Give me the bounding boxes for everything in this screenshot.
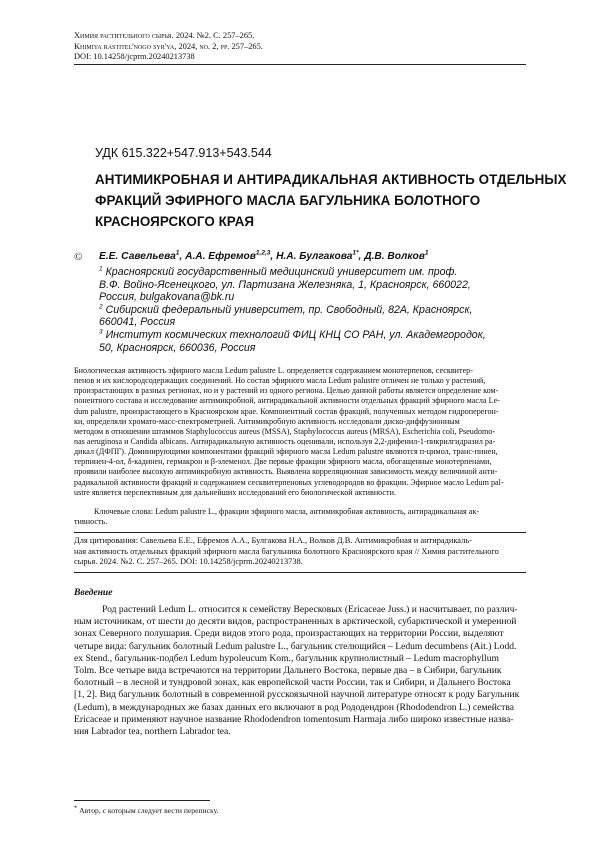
affiliation-text: 660041, Россия — [99, 316, 176, 329]
author-affiliation-mark: 1 — [175, 249, 180, 257]
author-affiliation-mark: 1,2,3 — [255, 249, 271, 257]
abstract-line: ustre является перспективным для дальнейших исследований его биологической активности. — [74, 487, 396, 497]
abstract-line: проявили наиболее высокую антимикробную активность. Выявлена корреляционная зависимость между величиной анти- — [74, 467, 498, 477]
citation-line: сырья. 2024. №2. С. 257–265. DOI: 10.14258/jcprm.20240213738. — [74, 557, 303, 567]
affiliation-text: Институт космических технологий ФИЦ КНЦ СО РАН, ул. Академгородок, — [102, 328, 486, 341]
body-line: ния Labrador tea, northern Labrador tea. — [74, 725, 231, 737]
keywords-line: тивность. — [74, 517, 108, 527]
journal-citation-en: Khimiya rastitel'nogo syr'ya, 2024, no. 2, pp. 257–265. — [74, 41, 263, 51]
abstract-line: ки, определяли хромато-масс-спектрометрией. Антимикробную активность исследовали диско-диффузионным — [74, 416, 460, 426]
affiliation-text: Сибирский федеральный университет, пр. Свободный, 82А, Красноярск, — [102, 303, 473, 316]
affiliation-text: Красноярский государственный медицинский университет им. проф. — [102, 266, 458, 278]
header-rule — [74, 64, 526, 65]
abstract-line: Биологическая активность эфирного масла Ledum palustre L. определяется содержанием монотерпенов, сесквитер- — [74, 366, 473, 375]
affiliation-text: В.Ф. Войно-Ясенецкого, ул. Партизана Железняка, 1, Красноярск, 660022, — [99, 278, 471, 291]
affiliation-mark: 2 — [99, 303, 103, 311]
body-line: Tolm. Все четыре вида встречаются на территории Дальнего Востока, первые два – в Сибири, багульник — [74, 664, 502, 676]
abstract-line: пенов и их кислородсодержащих соединений. Но состав эфирного масла Ledum palustre отличен не только у растений, — [74, 376, 486, 386]
citation-block — [74, 536, 530, 568]
citation-bottom-rule — [74, 572, 526, 573]
copyright-symbol: © — [74, 251, 83, 263]
affiliation-line — [99, 304, 529, 317]
citation-line: ная активность отдельных фракций эфирного масла багульника болотного Красноярского края // Химия растительного — [74, 546, 499, 556]
body-line: Ericaceae и применяют научное название Rhododendron tomentosum Harmaja либо широко известные назва- — [74, 713, 514, 725]
body-text — [74, 604, 530, 738]
footnote-rule — [74, 800, 210, 801]
abstract-line: понентного состава и исследование антимикробной, антирадикальной активности отдельных фракций эфирного масла Le- — [74, 396, 500, 406]
author-name: Н.А. Булгакова — [276, 251, 353, 262]
journal-header — [74, 31, 544, 63]
body-line: [1, 2]. Вид багульник болотный в современной русскоязычной научной литературе относят к роду Багульник — [74, 689, 520, 701]
footnote-mark: * — [74, 804, 78, 812]
citation-top-rule — [74, 532, 526, 533]
abstract — [74, 366, 530, 498]
affiliation-line — [99, 279, 529, 292]
footnote-text: Автор, с которым следует вести переписку. — [79, 806, 219, 815]
abstract-line: nas aeruginosa и Candida albicans. Антирадикальную активность оценивали, используя 2,2-дифенил-1-пикрилгидразил ра- — [74, 436, 496, 446]
author-name: А.А. Ефремов — [185, 251, 256, 262]
title-line: АНТИМИКРОБНАЯ И АНТИРАДИКАЛЬНАЯ АКТИВНОСТЬ ОТДЕЛЬНЫХ — [95, 172, 567, 187]
author-affiliation-mark: 1 — [424, 249, 429, 257]
citation-line: Для цитирования: Савельева Е.Е., Ефремов А.А., Булгакова Н.А., Волков Д.В. Антимикробная и антирадикаль- — [74, 536, 472, 545]
keywords — [74, 507, 530, 527]
author-list: Е.Е. Савельева$^1$, А.А. Ефремов$^{1,2,3}$, Н.А. Булгакова$^{1*}$, Д.В. Волков$^1$ — [99, 249, 429, 262]
abstract-line: произрастающих в разных регионах, но и у растений из одного региона. Целью данной работы является определение ком- — [74, 386, 499, 396]
affiliation-line — [99, 266, 529, 279]
affiliation-line — [99, 329, 529, 342]
abstract-line: дикал (ДФПГ). Доминирующими компонентами фракций эфирного масла Ledum palustre являются п-цимол, транс-пинен, — [74, 447, 498, 457]
article-title — [95, 169, 567, 232]
abstract-line: dum palustre, произрастающего в Красноярском крае. Компонентный состав фракций, полученных методом гидроперегон- — [74, 406, 499, 416]
affiliation-line — [99, 291, 529, 304]
affiliation-text: Россия, bulgakovana@bk.ru — [99, 291, 235, 304]
title-line: КРАСНОЯРСКОГО КРАЯ — [95, 214, 254, 229]
abstract-line: радикальной активности фракций и содержанием сесквитерпеновых углеводородов во фракции. Эфирное масло Ledum pal- — [74, 477, 504, 487]
title-line: ФРАКЦИЙ ЭФИРНОГО МАСЛА БАГУЛЬНИКА БОЛОТНОГО — [95, 193, 481, 208]
affiliation-line — [99, 316, 529, 329]
footnote — [74, 806, 218, 815]
body-line: болотный – в лесной и тундровой зонах, как европейской части России, так и Сибири, и Дальнего Востока — [74, 677, 511, 689]
journal-citation-ru: Химия растительного сырья. 2024. №2. С. 257–265. — [74, 31, 255, 40]
affiliations — [99, 266, 529, 354]
section-heading: Введение — [74, 587, 113, 598]
abstract-line: терпинен-4-ол, δ-кадинен, гермакрон и β-элеменол. Две первые фракции эфирного масла, обогащенные монотерпенами, — [74, 457, 492, 467]
body-line: ex Stend., багульник-подбел Ledum hypoleucum Kom., багульник крупнолистный – Ledum macrophyllum — [74, 652, 499, 664]
author-name: Д.В. Волков — [364, 251, 425, 262]
affiliation-line — [99, 342, 529, 355]
affiliation-mark: 1 — [99, 265, 103, 273]
body-line: четыре вида: багульник болотный Ledum palustre L., багульник стелющийся – Ledum decumbens (Ait.) Lodd. — [74, 640, 517, 652]
body-line: ным источникам, от шести до десяти видов, распространенных в арктической, субарктической и умеренной — [74, 616, 517, 628]
doi: DOI: 10.14258/jcprm.20240213738 — [74, 52, 195, 61]
author-name: Е.Е. Савельева — [99, 251, 176, 262]
affiliation-text: 50, Красноярск, 660036, Россия — [99, 341, 256, 354]
abstract-line: методом в отношении штаммов Staphylococcus aureus (MSSA), Staphylococcus aureus (MRSA), Escherichia coli, Pseudomo- — [74, 426, 496, 436]
body-line: зонах Северного полушария. Среди видов этого рода, произрастающих на территории России, выделяют — [74, 628, 504, 640]
keywords-line: Ключевые слова: Ledum palustre L., фракции эфирного масла, антимикробная активность, антирадикальная ак- — [94, 507, 480, 516]
author-affiliation-mark: 1* — [352, 249, 359, 257]
udc-code: УДК 615.322+547.913+543.544 — [95, 146, 272, 160]
body-line: (Ledum), в международных же базах данных его включают в род Рододендрон (Rhododendron L.) семейства — [74, 701, 515, 713]
affiliation-mark: 3 — [99, 328, 103, 336]
body-line: Род растений Ledum L. относится к семейству Вересковых (Ericaceae Juss.) и насчитывает, по различ- — [102, 604, 518, 615]
